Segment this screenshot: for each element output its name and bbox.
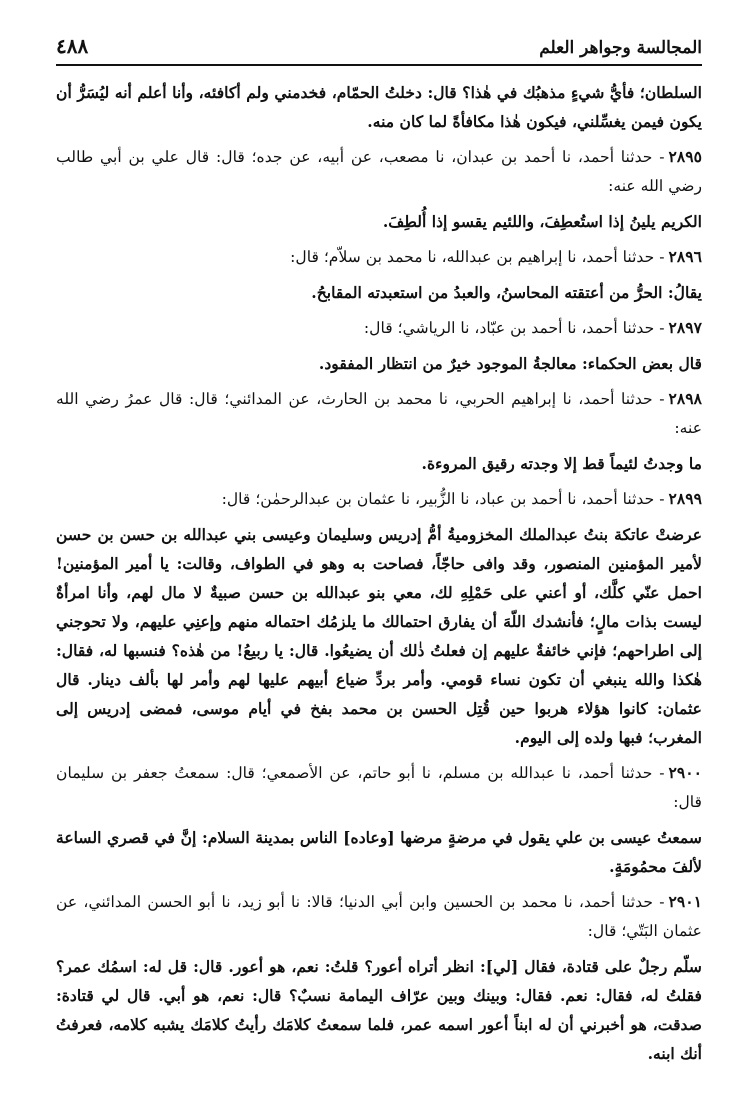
text-paragraph bbox=[56, 520, 702, 752]
paragraph-text: ما وجدتُ لئيماً قط إلا وجدته رقيق المروءة. bbox=[421, 454, 702, 473]
isnad-paragraph bbox=[56, 142, 702, 201]
isnad-paragraph bbox=[56, 484, 702, 514]
paragraph-text: السلطان؛ فأيُّ شيءٍ مذهبُك في هٰذا؟ قال: دخلتُ الحمّام، فخدمني ولم أكافئه، وأنا أعلم أنه ليُسَرُّ أن يكون فيمن يغسِّلني، فيكون هٰذا مكافأةً لما كان منه. bbox=[56, 83, 702, 131]
paragraph-text: - حدثنا أحمد، نا أحمد بن عبّاد، نا الرياشي؛ قال: bbox=[363, 319, 665, 337]
isnad-paragraph bbox=[56, 887, 702, 946]
paragraph-text: - حدثنا أحمد، نا عبدالله بن مسلم، نا أبو حاتم، عن الأصمعي؛ قال: سمعتُ جعفر بن سليمان قال: bbox=[56, 764, 702, 811]
paragraph-text: قال بعض الحكماء: معالجةُ الموجود خيرٌ من انتظار المفقود. bbox=[318, 354, 702, 373]
paragraph-text: الكريم يلينُ إذا استُعطِفَ، واللئيم يقسو إذا أُلطِفَ. bbox=[382, 212, 702, 231]
running-header bbox=[56, 34, 702, 66]
page-body bbox=[56, 78, 702, 1068]
report-number: ٢٩٠١ bbox=[668, 892, 702, 911]
paragraph-text: - حدثنا أحمد، نا إبراهيم الحربي، نا محمد بن الحارث، عن المدائني؛ قال: قال عمرُ رضي الله عنه: bbox=[56, 390, 702, 437]
paragraph-text: سمعتُ عيسى بن علي يقول في مرضةٍ مرضها [وعاده] الناس بمدينة السلام: إنَّ في قصري الساعة لألفَ محمُومَةٍ. bbox=[56, 828, 702, 876]
text-paragraph bbox=[56, 449, 702, 478]
paragraph-text: - حدثنا أحمد، نا أحمد بن عباد، نا الزُّبير، نا عثمان بن عبدالرحمٰن؛ قال: bbox=[221, 490, 665, 508]
paragraph-text: - حدثنا أحمد، نا أحمد بن عبدان، نا مصعب، عن أبيه، عن جده؛ قال: قال علي بن أبي طالب رضي الله عنه: bbox=[56, 148, 702, 195]
text-paragraph bbox=[56, 349, 702, 378]
isnad-paragraph bbox=[56, 313, 702, 343]
isnad-paragraph bbox=[56, 384, 702, 443]
isnad-paragraph bbox=[56, 758, 702, 817]
report-number: ٢٩٠٠ bbox=[668, 763, 702, 782]
paragraph-text: يقالُ: الحرُّ من أعتقته المحاسنُ، والعبدُ من استعبدته المقابحُ. bbox=[311, 283, 702, 302]
report-number: ٢٨٩٨ bbox=[668, 389, 702, 408]
text-paragraph bbox=[56, 823, 702, 881]
page-number: ٤٨٨ bbox=[56, 34, 89, 58]
text-paragraph bbox=[56, 952, 702, 1068]
report-number: ٢٨٩٥ bbox=[668, 147, 702, 166]
text-paragraph bbox=[56, 278, 702, 307]
report-number: ٢٨٩٧ bbox=[668, 318, 702, 337]
isnad-paragraph bbox=[56, 242, 702, 272]
paragraph-text: عرضتْ عاتكة بنتُ عبدالملك المخزوميةُ أمُّ إدريس وسليمان وعيسى بني عبدالله بن حسن بن حسن لأمير المؤمنين المنصور، وقد وافى حاجّاً، فصاحت به وهو في الطواف، وقالت: يا أمير المؤمنين! احمل عنّي كلَّك، أو أعني على حَمْلِهِ لك، معي بنو عبدالله بن حسن صبيةٌ لا مال لهم، وأنا امرأةٌ ليست بذات مالٍ؛ فأنشدك اللّهَ أن يفارق احتمالك ما يلزمُك احتماله منهم وإعنِي عليهم، ولا تحوجني إلى اطراحهم؛ فإني خائفةٌ عليهم إن فعلتُ ذٰلك أن يضيعُوا. قال: يا ربيعُ! من هٰذه؟ فنسبها له، فقال: هٰكذا والله ينبغي أن تكون نساء قومي. وأمر بردِّ ضياع أبيهم عليها لهم وأمر لها بألف دينار. قال عثمان: كانوا هؤلاء هربوا حين قُتِل الحسن بن محمد بفخ في أيام موسى، فمضى إدريس إلى المغرب؛ فبها ولده إلى اليوم. bbox=[56, 525, 702, 747]
paragraph-text: - حدثنا أحمد، نا إبراهيم بن عبدالله، نا محمد بن سلاّم؛ قال: bbox=[290, 248, 665, 266]
text-paragraph bbox=[56, 78, 702, 136]
paragraph-text: - حدثنا أحمد، نا محمد بن الحسين وابن أبي الدنيا؛ قالا: نا أبو زيد، نا أبو الحسن المدائني، عن عثمان البَتّي؛ قال: bbox=[56, 893, 702, 940]
book-title: المجالسة وجواهر العلم bbox=[539, 38, 702, 58]
report-number: ٢٨٩٦ bbox=[668, 247, 702, 266]
report-number: ٢٨٩٩ bbox=[668, 489, 702, 508]
text-paragraph bbox=[56, 207, 702, 236]
paragraph-text: سلّم رجلٌ على قتادة، فقال [لي]: انظر أتراه أعور؟ قلتُ: نعم، هو أعور. قال: قل له: اسمُك عمر؟ فقلتُ له، فقال: نعم. فقال: وبينك وبين عرّاف اليمامة نسبٌ؟ قال: نعم، هو أبي. قال لي قتادة: صدقت، هو أخبرني أن له ابناً أعور اسمه عمر، فلما سمعتُ كلامَك رأيتُ كلامَك يشبه كلامه، فعرفتُ أنك ابنه. bbox=[56, 957, 702, 1063]
